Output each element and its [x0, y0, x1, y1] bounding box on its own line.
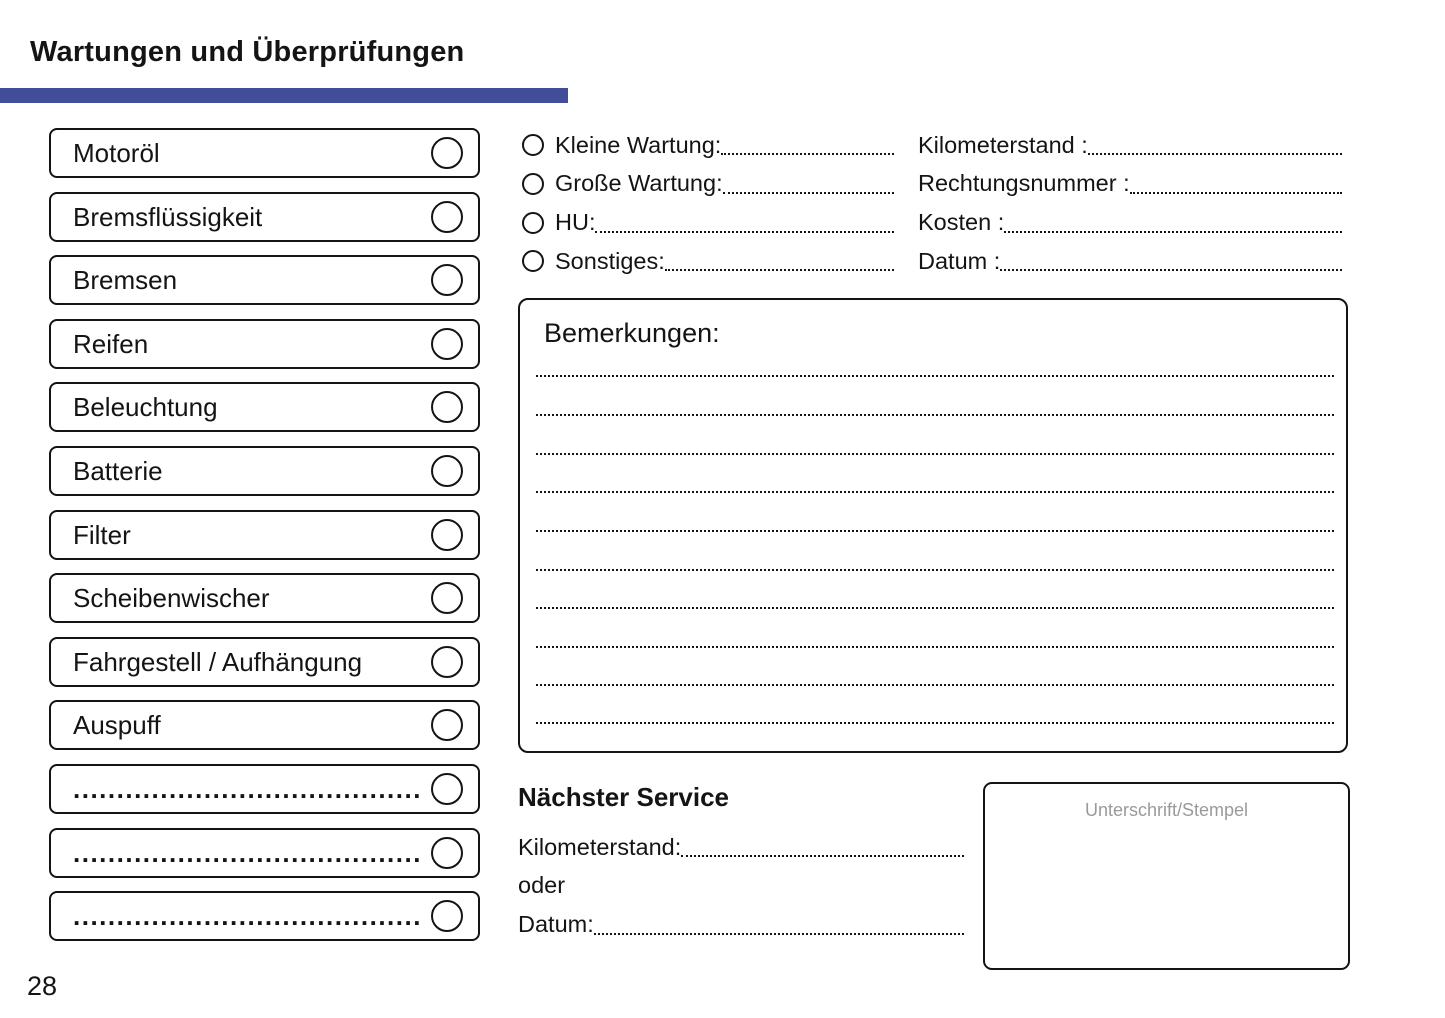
- invoice-field-rechtungsnummer: [918, 165, 1342, 204]
- next-service-section: [518, 828, 964, 944]
- radio-circle[interactable]: [522, 250, 544, 272]
- service-type-option-sonstiges: [522, 242, 894, 281]
- next-service-or-row: [518, 867, 964, 906]
- check-circle[interactable]: [431, 900, 463, 932]
- check-circle[interactable]: [431, 519, 463, 551]
- checklist-row-bremsen: [49, 255, 480, 305]
- remark-line[interactable]: [536, 569, 1334, 571]
- fill-line[interactable]: [1004, 231, 1342, 233]
- invoice-field-kosten: [918, 203, 1342, 242]
- checklist-row-auspuff: [49, 700, 480, 750]
- checklist-item-label: Bremsflüssigkeit: [73, 201, 263, 232]
- invoice-field-label: Kosten :: [918, 208, 1005, 235]
- check-circle[interactable]: [431, 646, 463, 678]
- invoice-fields: [918, 126, 1342, 281]
- checklist-item-label: Scheibenwischer: [73, 583, 270, 614]
- signature-stamp-label: Unterschrift/Stempel: [1084, 800, 1249, 820]
- checklist-item-label: Filter: [73, 519, 131, 550]
- checklist-blank-dots[interactable]: ........................................: [73, 773, 422, 804]
- checklist-item-label: Bremsen: [73, 265, 178, 296]
- next-service-title: Nächster Service: [518, 782, 730, 812]
- next-service-or-label: oder: [518, 872, 566, 899]
- checklist-row-batterie: [49, 446, 480, 496]
- next-service-kilometerstand-label: Kilometerstand:: [518, 833, 682, 860]
- check-circle[interactable]: [431, 773, 463, 805]
- remark-line[interactable]: [536, 414, 1334, 416]
- checklist-item-label: Reifen: [73, 328, 149, 359]
- checklist-row-blank-3: [49, 891, 480, 941]
- remark-line[interactable]: [536, 722, 1334, 724]
- signature-stamp-box[interactable]: [983, 782, 1350, 970]
- checklist-blank-dots[interactable]: ........................................: [73, 901, 422, 932]
- invoice-field-kilometerstand: [918, 126, 1342, 165]
- check-circle[interactable]: [431, 264, 463, 296]
- page-title: Wartungen und Überprüfungen: [30, 36, 465, 68]
- checklist-row-scheibenwischer: [49, 573, 480, 623]
- checklist-row-blank-1: [49, 764, 480, 814]
- checklist-blank-dots[interactable]: ........................................: [73, 837, 422, 868]
- check-circle[interactable]: [431, 455, 463, 487]
- check-circle[interactable]: [431, 391, 463, 423]
- service-type-label: Sonstiges:: [555, 247, 665, 274]
- checklist-item-label: Motoröl: [73, 138, 160, 168]
- service-type-label: Kleine Wartung:: [555, 131, 722, 158]
- next-service-datum-field: [518, 905, 964, 944]
- fill-line[interactable]: [665, 269, 894, 271]
- check-circle[interactable]: [431, 137, 463, 169]
- remark-line[interactable]: [536, 530, 1334, 532]
- accent-bar: [0, 88, 568, 103]
- fill-line[interactable]: [595, 231, 894, 233]
- checklist: [49, 128, 480, 941]
- radio-circle[interactable]: [522, 173, 544, 195]
- remarks-title: Bemerkungen:: [544, 318, 720, 348]
- checklist-item-label: Auspuff: [73, 710, 161, 741]
- checklist-row-blank-2: [49, 828, 480, 878]
- remark-line[interactable]: [536, 646, 1334, 648]
- remark-line[interactable]: [536, 491, 1334, 493]
- invoice-field-label: Kilometerstand :: [918, 131, 1088, 158]
- check-circle[interactable]: [431, 837, 463, 869]
- remark-line[interactable]: [536, 375, 1334, 377]
- invoice-field-label: Rechtungsnummer :: [918, 170, 1130, 197]
- checklist-row-beleuchtung: [49, 382, 480, 432]
- invoice-field-label: Datum :: [918, 247, 1001, 274]
- checklist-row-motoroel: [49, 128, 480, 178]
- fill-line[interactable]: [1130, 192, 1342, 194]
- remark-line[interactable]: [536, 684, 1334, 686]
- check-circle[interactable]: [431, 709, 463, 741]
- service-type-option-grosse-wartung: [522, 165, 894, 204]
- remarks-box: [518, 298, 1348, 753]
- remark-line[interactable]: [536, 453, 1334, 455]
- next-service-kilometerstand-field: [518, 828, 964, 867]
- radio-circle[interactable]: [522, 212, 544, 234]
- service-type-option-kleine-wartung: [522, 126, 894, 165]
- service-type-label: Große Wartung:: [555, 170, 723, 197]
- checklist-row-filter: [49, 510, 480, 560]
- page-number: 28: [27, 971, 58, 1001]
- fill-line[interactable]: [1088, 153, 1342, 155]
- check-circle[interactable]: [431, 328, 463, 360]
- checklist-item-label: Fahrgestell / Aufhängung: [73, 646, 363, 677]
- fill-line[interactable]: [681, 855, 964, 857]
- checklist-row-reifen: [49, 319, 480, 369]
- radio-circle[interactable]: [522, 134, 544, 156]
- fill-line[interactable]: [723, 192, 894, 194]
- service-type-options: [522, 126, 894, 281]
- invoice-field-datum: [918, 242, 1342, 281]
- next-service-datum-label: Datum:: [518, 910, 594, 937]
- remark-line[interactable]: [536, 607, 1334, 609]
- fill-line[interactable]: [721, 153, 894, 155]
- check-circle[interactable]: [431, 201, 463, 233]
- check-circle[interactable]: [431, 582, 463, 614]
- checklist-item-label: Batterie: [73, 455, 163, 486]
- service-type-option-hu: [522, 203, 894, 242]
- checklist-item-label: Beleuchtung: [73, 392, 218, 423]
- fill-line[interactable]: [1000, 269, 1342, 271]
- fill-line[interactable]: [594, 933, 964, 935]
- service-type-label: HU:: [555, 208, 596, 235]
- checklist-row-bremsfluessigkeit: [49, 192, 480, 242]
- checklist-row-fahrgestell-aufhaengung: [49, 637, 480, 687]
